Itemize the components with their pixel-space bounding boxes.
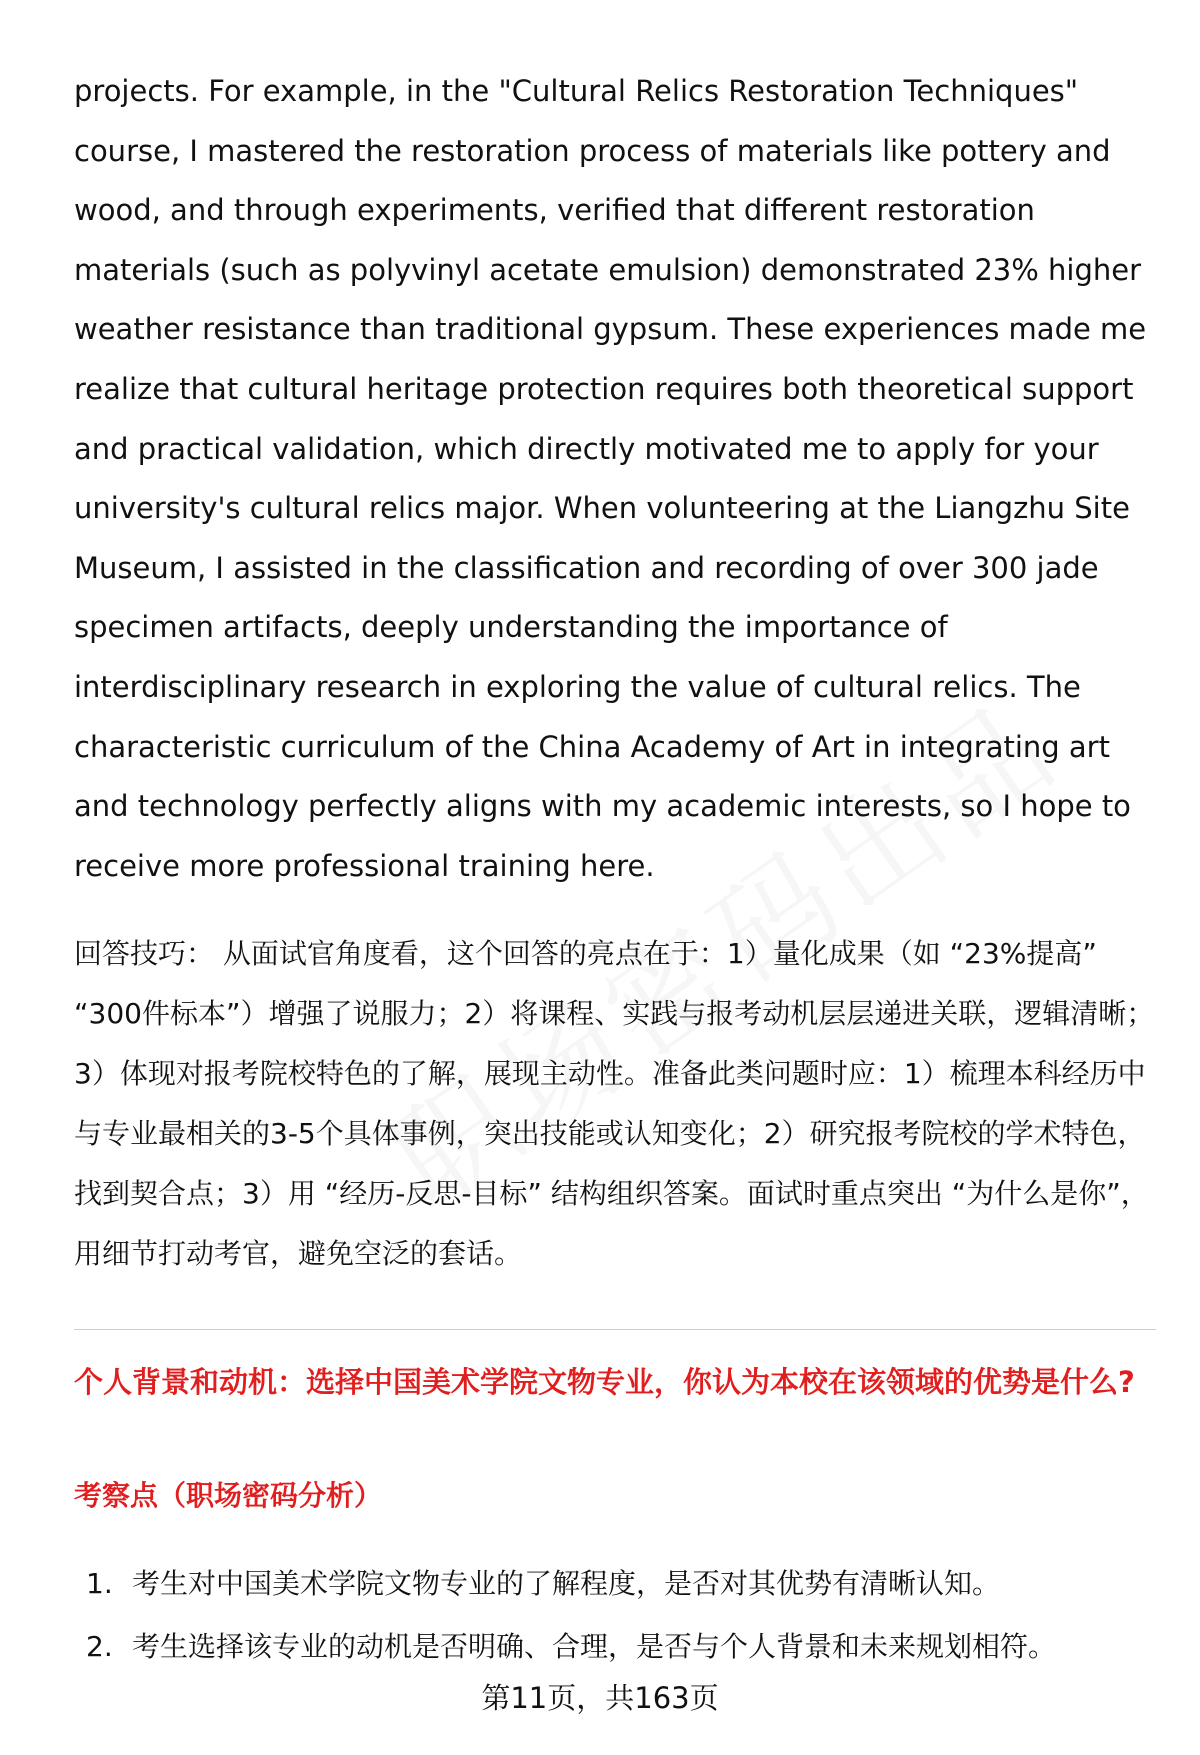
list-item (80, 1615, 1160, 1678)
page-footer: 第11页，共163页 (481, 1681, 719, 1715)
answer-paragraph: projects. For example, in the "Cultural Relics Restoration Techniques" course, I mastered the restoration process of materials like pottery and wood, and through experiments, verified that different restoration materials (such as polyvinyl acetate emulsion) demonstrated 23% higher weather resistance than traditional gypsum. These experiences made me realize that cultural heritage protection requires both theoretical support and practical validation, which directly motivated me to apply for your university's cultural relics major. When volunteering at the Liangzhu Site Museum, I assisted in the classification and recording of over 300 jade specimen artifacts, deeply understanding the importance of interdisciplinary research in exploring the value of cultural relics. The characteristic curriculum of the China Academy of Art in integrating art and technology perfectly aligns with my academic interests, so I hope to receive more professional training here. (74, 74, 1147, 883)
list-item-number: 1. (86, 1567, 113, 1600)
section-divider (74, 1329, 1156, 1330)
list-item-number: 2. (86, 1630, 113, 1663)
list-item (80, 1552, 1160, 1615)
question-heading: 个人背景和动机：选择中国美术学院文物专业，你认为本校在该领域的优势是什么? (74, 1365, 1135, 1399)
section-heading: 考察点（职场密码分析） (74, 1479, 383, 1512)
assessment-points-list (80, 1552, 1160, 1678)
list-item-text: 考生选择该专业的动机是否明确、合理，是否与个人背景和未来规划相符。 (132, 1630, 1057, 1663)
list-item-text: 考生对中国美术学院文物专业的了解程度，是否对其优势有清晰认知。 (132, 1567, 1001, 1600)
answer-tip-paragraph: 回答技巧： 从面试官角度看，这个回答的亮点在于：1）量化成果（如 “23%提高” “300件标本”）增强了说服力；2）将课程、实践与报考动机层层递进关联，逻辑清晰；3）体现对报考院校特色的了解，展现主动性。准备此类问题时应：1）梳理本科经历中与专业最相关的3-5个具体事例，突出技能或认知变化；2）研究报考院校的学术特色，找到契合点；3）用 “经历-反思-目标” 结构组织答案。面试时重点突出 “为什么是你”，用细节打动考官，避免空泛的套话。 (74, 937, 1155, 1270)
